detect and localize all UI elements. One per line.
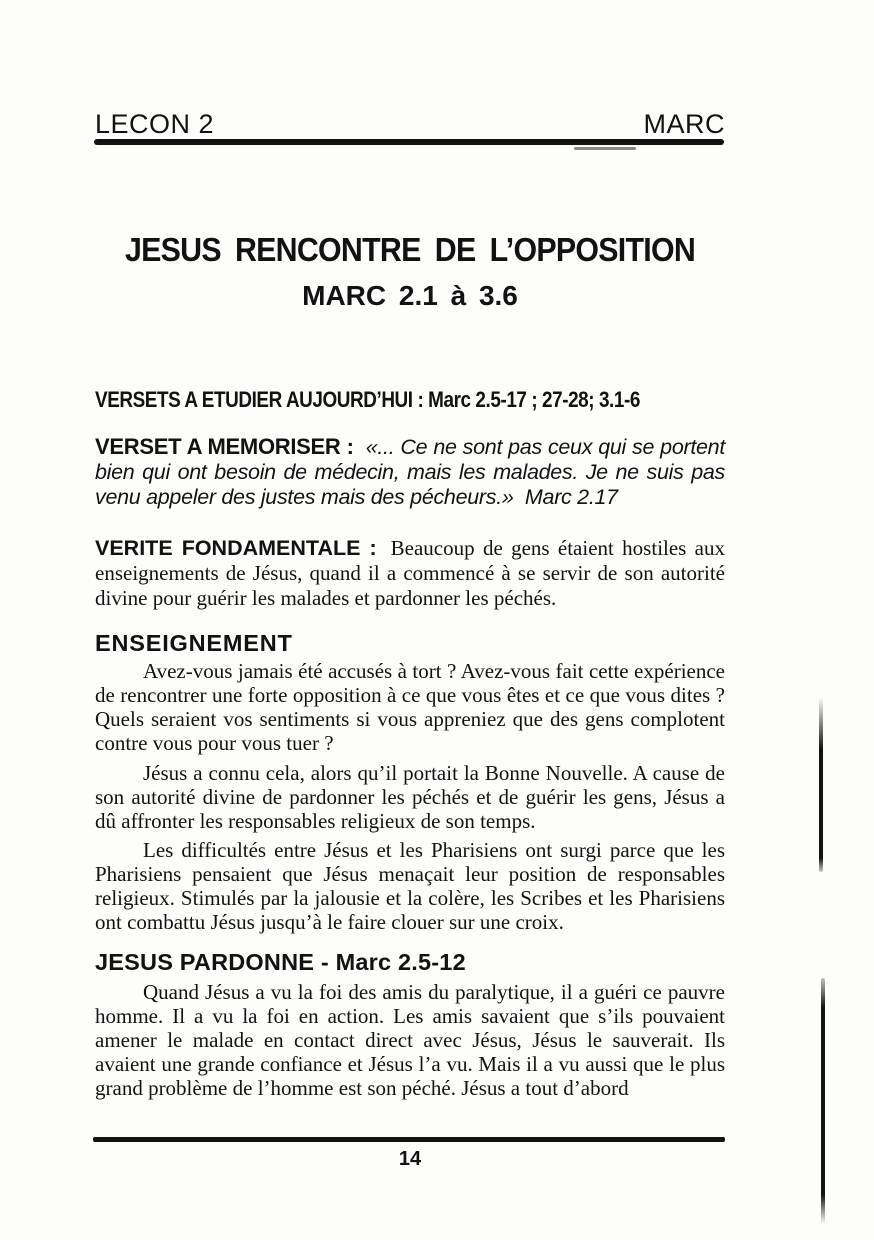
paragraph: Avez-vous jamais été accusés à tort ? Avez-vous fait cette expérience de rencontrer une forte opposition à ce que vous êtes et ce que vous dites ? Quels seraient vos sentiments si vous appreniez que des gens complotent contre vous pour vous tuer ? — [95, 659, 725, 755]
paragraph: Les difficultés entre Jésus et les Pharisiens ont surgi parce que les Pharisiens pensaient que Jésus menaçait leur position de responsables religieux. Stimulés par la jalousie et la colère, les Scribes et les Pharisiens ont combattu Jésus jusqu’à le faire clouer sur une croix. — [95, 838, 725, 934]
section-heading-enseignement: ENSEIGNEMENT — [95, 630, 293, 656]
study-verses-line — [95, 387, 640, 413]
scan-streak-artifact — [819, 697, 823, 872]
scan-streak-artifact — [821, 978, 825, 1224]
lesson-scripture-range: MARC 2.1 à 3.6 — [302, 280, 518, 311]
memory-verse-reference: Marc 2.17 — [524, 485, 618, 509]
footer-rule — [93, 1137, 725, 1142]
page-number: 14 — [398, 1148, 422, 1170]
scan-smudge-artifact — [574, 147, 636, 150]
header-rule — [94, 139, 724, 145]
paragraph: Quand Jésus a vu la foi des amis du paralytique, il a guéri ce pauvre homme. Il a vu la foi en action. Les amis savaient que s’ils pouvaient amener le malade en contact direct avec Jésus, Jésus le sauverait. Ils avaient une grande confiance et Jésus l’a vu. Mais il a vu aussi que le plus grand problème de l’homme est son péché. Jésus a tout d’abord — [95, 980, 725, 1100]
header-book-label: MARC — [643, 109, 725, 139]
fundamental-truth-label: VERITE FONDAMENTALE : — [95, 536, 377, 560]
study-verses-value: Marc 2.5-17 ; 27-28; 3.1-6 — [428, 387, 640, 412]
lesson-title: JESUS RENCONTRE DE L’OPPOSITION — [124, 231, 696, 268]
memory-verse-block — [95, 434, 725, 510]
memory-verse-text: «... Ce ne sont pas ceux qui se portent bien qui ont besoin de médecin, mais les malades. Je ne suis pas venu appeler des justes mais des pécheurs.» — [95, 435, 725, 509]
fundamental-truth-text: Beaucoup de gens étaient hostiles aux enseignements de Jésus, quand il a commencé à se servir de son autorité divine pour guérir les malades et pardonner les péchés. — [95, 536, 725, 610]
paragraph: Jésus a connu cela, alors qu’il portait la Bonne Nouvelle. A cause de son autorité divine de pardonner les péchés et de guérir les gens, Jésus a dû affronter les responsables religieux de son temps. — [95, 761, 725, 833]
fundamental-truth-block — [95, 536, 725, 611]
header-lesson-label: LECON 2 — [95, 109, 215, 139]
memory-verse-label: VERSET A MEMORISER : — [95, 434, 354, 459]
study-verses-label: VERSETS A ETUDIER AUJOURD’HUI : — [95, 387, 424, 412]
page-header — [95, 111, 725, 138]
section-heading-jesus-pardonne: JESUS PARDONNE - Marc 2.5-12 — [95, 949, 466, 975]
